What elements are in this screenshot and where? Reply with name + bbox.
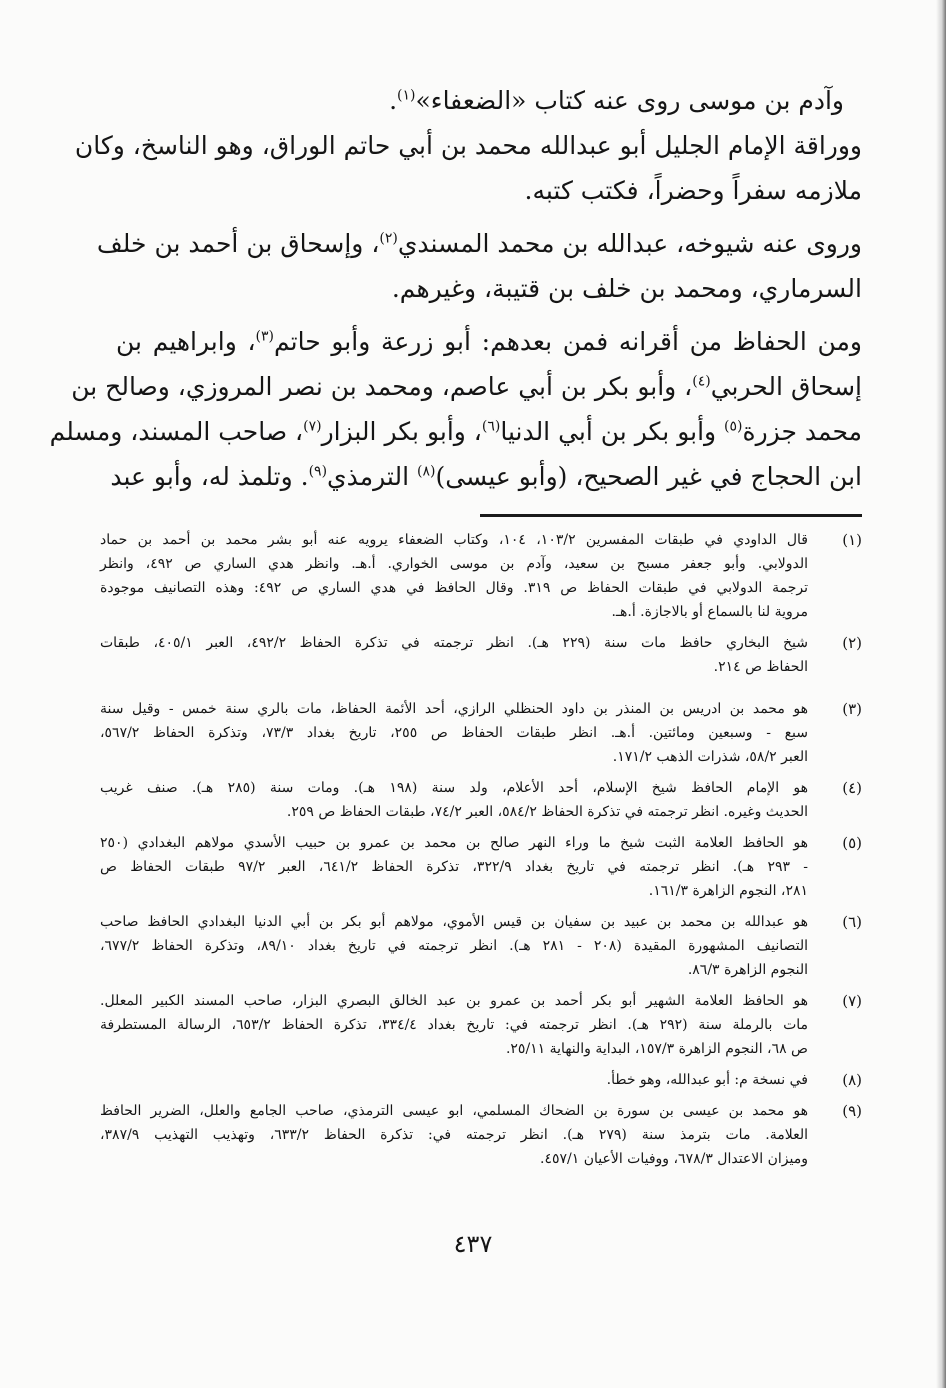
footnote-line: ص ٦٨، النجوم الزاهرة ١٥٧/٣، البداية والنهاية ٢٥/١١. [505, 1041, 808, 1057]
footnote-text [100, 989, 808, 1061]
main-text-line: محمد جزرة$^{(٥)}$ وأبو بكر بن أبي الدنيا$^{(٦)}$، وأبو بكر البزار$^{(٧)}$، صاحب المسند، ومسلم [49, 417, 862, 446]
footnote-line: النجوم الزاهرة ٨٦/٣. [687, 962, 808, 978]
footnote-line: التصانيف المشهورة المقيدة (٢٠٨ - ٢٨١ هـ). انظر ترجمته في تاريخ بغداد ٨٩/١٠، وتذكرة الحفاظ ٦٧٧/٢، [100, 938, 809, 954]
footnote-reference: (٢) [379, 230, 398, 247]
footnote-text [100, 831, 808, 903]
footnote-line: ٢٨١، النجوم الزاهرة ١٦١/٣. [648, 883, 808, 899]
footnote-item [100, 989, 862, 1061]
main-text-line: وروى عنه شيوخه، عبدالله بن محمد المسندي$^{(٢)}$، وإسحاق بن أحمد بن خلف [96, 229, 862, 258]
footnote-item [100, 1068, 862, 1092]
footnote-text [100, 697, 808, 769]
footnote-number: (٨) [842, 1071, 862, 1089]
footnote-line: الدولابي. وأبو جعفر مسبح بن سعيد، وآدم بن موسى الخواري. أ.هـ. وانظر هدي الساري ص ٤٩٢، وانظر [100, 556, 808, 572]
main-text-line: إسحاق الحربي$^{(٤)}$، وأبو بكر بن أبي عاصم، ومحمد بن نصر المروزي، وصالح بن [71, 372, 862, 401]
footnote-reference: (٨) [416, 463, 436, 480]
footnote-text [100, 1068, 808, 1092]
footnote-item [100, 697, 862, 769]
main-text-block [49, 78, 862, 499]
footnote-item [100, 776, 862, 824]
main-text-line: ملازمه سفراً وحضراً، فكتب كتبه. [524, 176, 862, 205]
footnote-number: (٦) [842, 913, 862, 931]
footnote-item [100, 631, 862, 679]
footnote-line: الحفاظ ص ٢١٤. [713, 659, 808, 675]
footnote-line: الحديث وغيره. انظر ترجمته في تذكرة الحفاظ ٥٨٤/٢، العبر ٧٤/٢، طبقات الحفاظ ص ٢٥٩. [286, 804, 808, 820]
footnote-line: قال الداودي في طبقات المفسرين ١٠٣/٢، ١٠٤، وكتاب الضعفاء يرويه عنه أبو بشر محمد بن أحمد بن حماد [100, 532, 809, 548]
footnote-text [100, 776, 808, 824]
footnote-line: هو محمد بن ادريس بن المنذر بن داود الحنظلي الرازي، أحد الأئمة الحفاظ، مات بالري سنة خمس - وقيل سنة [100, 701, 808, 717]
footnote-line: شيخ البخاري حافظ مات سنة (٢٢٩ هـ). انظر ترجمته في تذكرة الحفاظ ٤٩٢/٢، العبر ٤٠٥/١، طبقات [100, 635, 808, 651]
footnote-item [100, 831, 862, 903]
scan-edge [936, 0, 946, 1388]
footnote-line: - ٢٩٣ هـ). انظر ترجمته في تاريخ بغداد ٣٢٢/٩، تذكرة الحفاظ ٦٤١/٢، العبر ٩٧/٢ طبقات الحفاظ ص [100, 859, 808, 875]
footnote-line: سبع - وسبعين ومائتين. أ.هـ. انظر طبقات الحفاظ ص ٢٥٥، تاريخ بغداد ٧٣/٣، وتذكرة الحفاظ ٥٦٧/٢، [100, 725, 808, 741]
footnote-line: هو عبدالله بن محمد بن عبيد بن سفيان بن قيس الأموي، مولاهم أبو بكر بن أبي الدنيا البغدادي الحافظ صاحب [100, 914, 808, 930]
footnote-text [100, 528, 808, 624]
footnote-line: مروية لنا بالسماع أو بالاجازة. أ.هـ. [611, 604, 808, 620]
footnote-number: (١) [842, 531, 862, 549]
main-text-line: ومن الحفاظ من أقرانه فمن بعدهم: أبو زرعة وأبو حاتم$^{(٣)}$، وابراهيم بن [116, 327, 862, 356]
footnote-reference: (٤) [692, 373, 711, 390]
footnote-reference: (١) [397, 87, 416, 104]
footnote-item [100, 528, 862, 624]
footnote-number: (٥) [842, 834, 862, 852]
footnote-line: وميزان الاعتدال ٦٧٨/٣، ووفيات الأعيان ٤٥٧/١. [540, 1151, 808, 1167]
footnote-number: (٧) [842, 992, 862, 1010]
footnote-text [100, 1099, 808, 1171]
main-text-line: السرماري، ومحمد بن خلف بن قتيبة، وغيرهم. [391, 274, 862, 303]
footnote-line: في نسخة م: أبو عبدالله، وهو خطأ. [606, 1072, 808, 1088]
footnote-line: هو الإمام الحافظ شيخ الإسلام، أحد الأعلام، ولد سنة (١٩٨ هـ). ومات سنة (٢٨٥ هـ). صنف غريب [100, 780, 808, 796]
footnote-reference: (٦) [481, 418, 501, 435]
main-text-line: وآدم بن موسى روى عنه كتاب «الضعفاء»$^{(١)}$. [389, 86, 844, 115]
footnotes-section [100, 528, 862, 1178]
footnote-item [100, 1099, 862, 1171]
footnote-reference: (٩) [308, 463, 328, 480]
footnote-item [100, 910, 862, 982]
footnote-number: (٢) [842, 634, 862, 652]
main-text-line: ابن الحجاج في غير الصحيح، (وأبو عيسى)$^{(٨)}$ الترمذي$^{(٩)}$. وتلمذ له، وأبو عبد [110, 462, 862, 491]
footnote-reference: (٥) [724, 418, 743, 435]
footnote-line: مات بالرملة سنة (٢٩٢ هـ). انظر ترجمته في: تاريخ بغداد ٣٣٤/٤، تذكرة الحفاظ ٦٥٣/٢، الرسالة المستطرفة [100, 1017, 809, 1033]
footnote-line: هو الحافظ العلامة الشهير أبو بكر أحمد بن عمرو بن عبد الخالق البصري البزار، صاحب المسند الكبير المعلل. [100, 993, 808, 1009]
main-text-line: ووراقة الإمام الجليل أبو عبدالله محمد بن أبي حاتم الوراق، وهو الناسخ، وكان [74, 131, 862, 160]
footnote-text [100, 910, 808, 982]
footnote-separator [480, 514, 862, 517]
footnote-line: العلامة. مات بترمذ سنة (٢٧٩ هـ). انظر ترجمته في: تذكرة الحفاظ ٦٣٣/٢، وتهذيب التهذيب ٣٨٧/٩، [100, 1127, 808, 1143]
footnote-line: هو الحافظ العلامة الثبت شيخ ما وراء النهر صالح بن محمد بن عمرو بن حبيب الأسدي مولاهم البغدادي (٢٥٠ [100, 835, 808, 851]
page-number: ٤٣٧ [453, 1230, 493, 1258]
footnote-number: (٣) [842, 700, 862, 718]
footnote-number: (٩) [842, 1102, 862, 1120]
footnote-reference: (٣) [255, 328, 275, 345]
footnote-number: (٤) [842, 779, 862, 797]
footnote-text [100, 631, 808, 679]
footnote-line: العبر ٥٨/٢، شذرات الذهب ١٧١/٢. [612, 749, 808, 765]
footnote-line: هو محمد بن عيسى بن سورة بن الضحاك المسلمي، ابو عيسى الترمذي، صاحب الجامع والعلل، الضرير الحافظ [100, 1103, 808, 1119]
footnote-reference: (٧) [303, 418, 322, 435]
footnote-line: ترجمة الدولابي في طبقات الحفاظ ص ٣١٩. وقال الحافظ في هدي الساري ص ٤٩٢: وهذه التصانيف موجودة [100, 580, 809, 596]
